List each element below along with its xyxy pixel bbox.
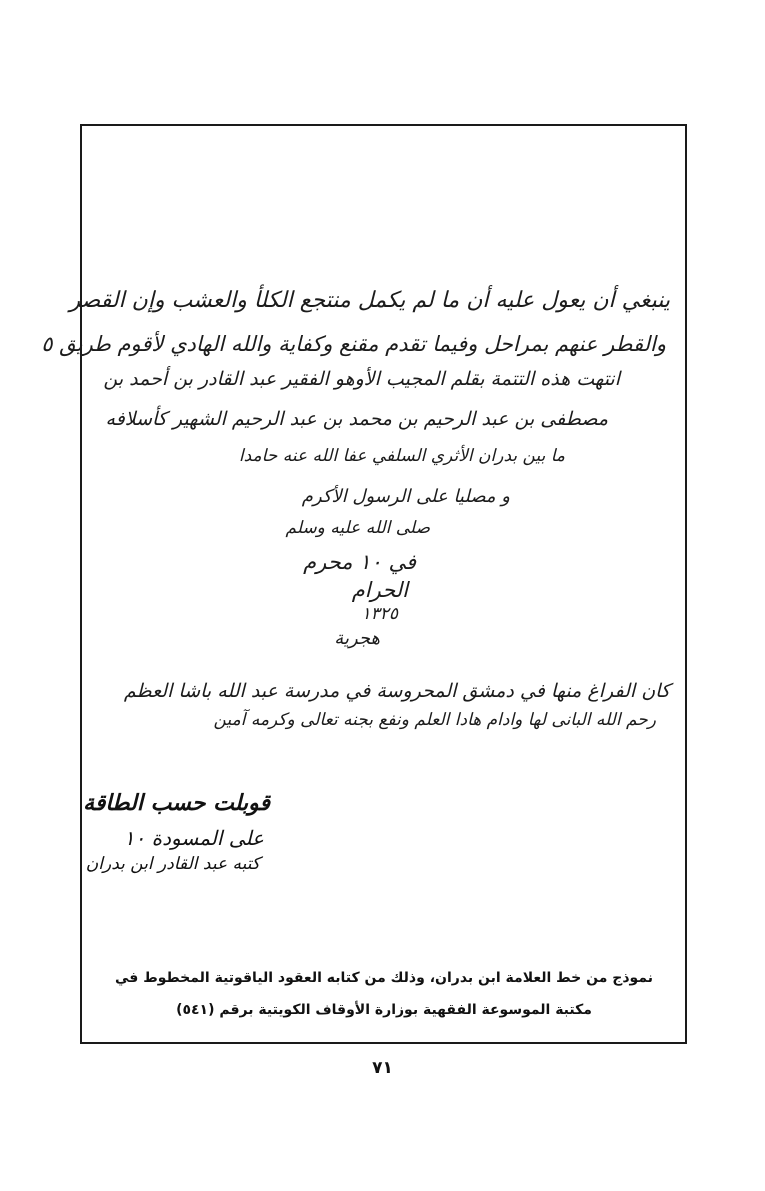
- manuscript-colophon-line: كان الفراغ منها في دمشق المحروسة في مدرسة عبد الله باشا العظم: [123, 680, 670, 702]
- page-number: ٧١: [372, 1058, 393, 1078]
- caption-line-2: مكتبة الموسوعة الفقهية بوزارة الأوقاف الكويتية برقم (٥٤١): [176, 1002, 592, 1018]
- manuscript-hijri-label: هجرية: [334, 628, 380, 649]
- manuscript-line: ما بين بدران الأثري السلفي عفا الله عنه حامدا: [238, 446, 565, 466]
- manuscript-line: ينبغي أن يعول عليه أن ما لم يكمل منتجع الكلأ والعشب وإن القصر: [69, 288, 670, 313]
- manuscript-line: انتهت هذه التتمة بقلم المجيب الأوهو الفقير عبد القادر بن أحمد بن: [103, 368, 620, 390]
- collation-note-line: قوبلت حسب الطاقة: [83, 790, 270, 816]
- manuscript-line: و مصليا على الرسول الأكرم: [301, 486, 510, 507]
- collation-note: [83, 790, 270, 880]
- manuscript-date-line: في ١٠ محرم: [303, 550, 416, 574]
- manuscript-line: والقطر عنهم بمراحل وفيما تقدم مقنع وكفاية والله الهادي لأقوم طريق ٥: [41, 332, 666, 356]
- figure-caption: [96, 962, 672, 1026]
- manuscript-date-line: الحرام: [351, 578, 408, 602]
- manuscript-colophon-line: رحم الله البانى لها وادام هادا العلم ونفع بجنه تعالى وكرمه آمين: [213, 710, 656, 730]
- collation-note-line: على المسودة ١٠: [123, 826, 264, 850]
- caption-line-1: نموذج من خط العلامة ابن بدران، وذلك من كتابه العقود الياقوتية المخطوط في: [115, 970, 653, 986]
- collation-note-line: كتبه عبد القادر ابن بدران: [85, 854, 260, 874]
- manuscript-line: مصطفى بن عبد الرحيم بن محمد بن عبد الرحيم الشهير كأسلافه: [105, 408, 608, 430]
- manuscript-year: ١٣٢٥: [361, 604, 398, 624]
- manuscript-line: صلى الله عليه وسلم: [285, 518, 430, 538]
